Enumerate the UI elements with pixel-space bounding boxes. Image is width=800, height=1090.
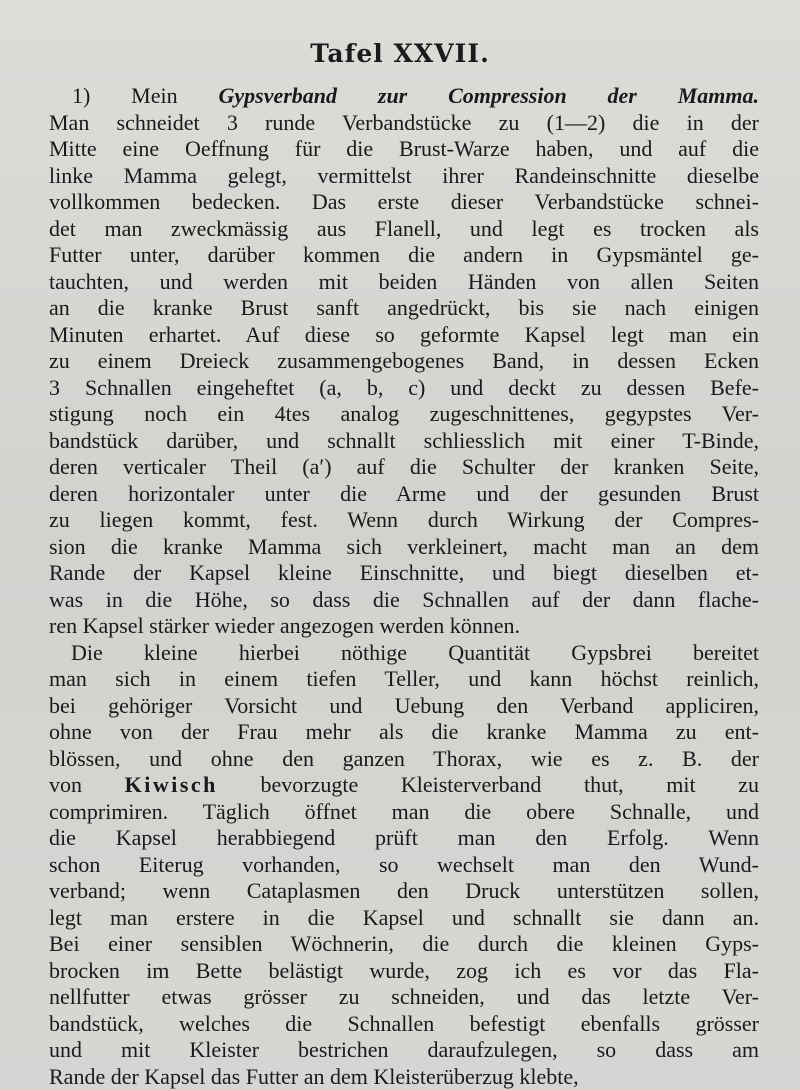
text-line: bandstück, welches die Schnallen befestigt ebenfalls grösser [49,1011,759,1038]
text-line: det man zweckmässig aus Flanell, und legt es trocken als [49,216,759,243]
page-title: Tafel XXVII. [0,40,800,68]
text-line: tauchten, und werden mit beiden Händen von allen Seiten [49,269,759,296]
text-line: Rande der Kapsel das Futter an dem Kleisterüberzug klebte, [49,1064,759,1090]
text-line: blössen, und ohne den ganzen Thorax, wie es z. B. der [49,746,759,773]
text-line: comprimiren. Täglich öffnet man die obere Schnalle, und [49,799,759,826]
text-line: Bei einer sensiblen Wöchnerin, die durch die kleinen Gyps- [49,931,759,958]
text-line: legt man erstere in die Kapsel und schnallt sie dann an. [49,905,759,932]
text-line: und mit Kleister bestrichen daraufzulegen, so dass am [49,1037,759,1064]
text-line: zu liegen kommt, fest. Wenn durch Wirkung der Compres- [49,507,759,534]
text-line: Die kleine hierbei nöthige Quantität Gypsbrei bereitet [49,640,759,667]
text-fragment: von [49,772,125,797]
text-line: vollkommen bedecken. Das erste dieser Verbandstücke schnei- [49,189,759,216]
author-name: Kiwisch [125,772,218,797]
text-line: Futter unter, darüber kommen die andern in Gypsmäntel ge- [49,242,759,269]
text-line: stigung noch ein 4tes analog zugeschnittenes, gegypstes Ver- [49,401,759,428]
text-line: zu einem Dreieck zusammengebogenes Band, in dessen Ecken [49,348,759,375]
text-line: man sich in einem tiefen Teller, und kann höchst reinlich, [49,666,759,693]
paragraph-1 [49,83,759,640]
text-line: deren horizontaler unter die Arme und der gesunden Brust [49,481,759,508]
text-line: bandstück darüber, und schnallt schliesslich mit einer T-Binde, [49,428,759,455]
text-line: die Kapsel herabbiegend prüft man den Erfolg. Wenn [49,825,759,852]
text-line: Rande der Kapsel kleine Einschnitte, und biegt dieselben et- [49,560,759,587]
text-line: 3 Schnallen eingeheftet (a, b, c) und deckt zu dessen Befe- [49,375,759,402]
text-line: ohne von der Frau mehr als die kranke Mamma zu ent- [49,719,759,746]
text-line: nellfutter etwas grösser zu schneiden, und das letzte Ver- [49,984,759,1011]
text-line: schon Eiterug vorhanden, so wechselt man den Wund- [49,852,759,879]
paragraph-1-heading-line [49,83,759,110]
text-line: linke Mamma gelegt, vermittelst ihrer Randeinschnitte dieselbe [49,163,759,190]
heading-lead: Mein [90,83,218,108]
text-line: deren verticaler Theil (a′) auf die Schulter der kranken Seite, [49,454,759,481]
paragraph-number: 1) [72,83,90,108]
heading-italic: Gypsverband zur Compression der Mamma. [218,83,759,108]
text-line: Man schneidet 3 runde Verbandstücke zu (1—2) die in der [49,110,759,137]
text-fragment: bevorzugte Kleisterverband thut, mit zu [218,772,759,797]
text-line: bei gehöriger Vorsicht und Uebung den Verband appliciren, [49,693,759,720]
text-line: Mitte eine Oeffnung für die Brust-Warze haben, und auf die [49,136,759,163]
text-line: was in die Höhe, so dass die Schnallen auf der dann flache- [49,587,759,614]
body-text [49,83,759,1090]
text-line: Minuten erhartet. Auf diese so geformte Kapsel legt man ein [49,322,759,349]
text-line: verband; wenn Cataplasmen den Druck unterstützen sollen, [49,878,759,905]
text-line-with-name [49,772,759,799]
text-line: sion die kranke Mamma sich verkleinert, macht man an dem [49,534,759,561]
text-line: brocken im Bette belästigt wurde, zog ich es vor das Fla- [49,958,759,985]
text-line: an die kranke Brust sanft angedrückt, bis sie nach einigen [49,295,759,322]
text-line: ren Kapsel stärker wieder angezogen werden können. [49,613,759,640]
paragraph-2 [49,640,759,1090]
